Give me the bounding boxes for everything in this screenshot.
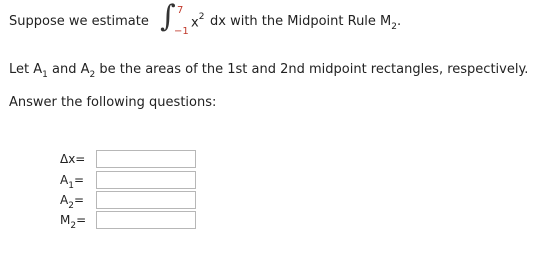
question-line-2: Let $A_1$ and $A_2$ be the areas of the 1st and 2nd midpoint rectangles, respectively.	[9, 62, 529, 80]
a1-input[interactable]	[96, 171, 196, 189]
integral-symbol: ∫	[160, 0, 176, 34]
answer-label-a1: $A_1=$	[60, 173, 85, 191]
question-prefix: Suppose we estimate	[9, 14, 149, 29]
answer-label-delta-x: Δx=	[60, 152, 86, 166]
integral-upper-limit: 7	[177, 5, 184, 16]
integrand: $x^2$	[191, 12, 205, 31]
answer-label-m2: $M_2=$	[60, 213, 87, 231]
answer-label-a2: $A_2=$	[60, 193, 85, 211]
m2-input[interactable]	[96, 211, 196, 229]
instructions-text: Answer the following questions:	[9, 95, 217, 110]
integral-lower-limit: −1	[174, 26, 189, 37]
question-rule-text: dx with the Midpoint Rule $M_2$.	[210, 14, 402, 32]
delta-x-input[interactable]	[96, 150, 196, 168]
a2-input[interactable]	[96, 191, 196, 209]
